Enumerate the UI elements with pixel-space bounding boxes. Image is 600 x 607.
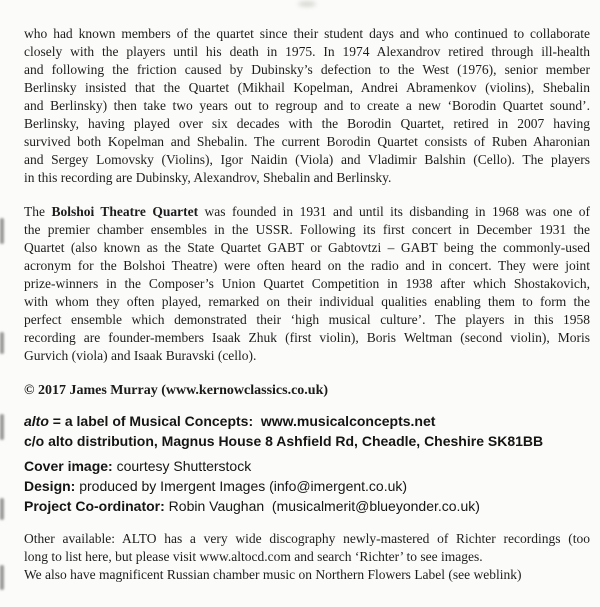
text-segment: closely with the players until his death in 1975. In 1974 Alexandrov retired through ill-health (24, 44, 590, 59)
text-segment: perfect ensemble which demonstrated their ‘high musical culture’. The players in this 1958 (24, 312, 590, 327)
text-line (24, 293, 590, 311)
text-line (24, 79, 590, 97)
scan-artifact (0, 565, 4, 590)
text-line (24, 203, 590, 221)
text-segment: Berlinsky insisted that the Quartet (Mikhail Kopelman, Andrei Abramenkov (violins), Shebalin (24, 80, 590, 95)
text-segment: survived both Kopelman and Shebalin. The current Borodin Quartet consists of Ruben Aharonian (24, 134, 590, 149)
text-segment: was founded in 1931 and until its disbanding in 1968 was one of (198, 204, 590, 219)
text-segment: Other available: ALTO has a very wide discography newly-mastered of Richter recordings (too (24, 531, 590, 546)
text-line (24, 25, 590, 43)
text-line (24, 169, 590, 187)
text-segment: Quartet (also known as the State Quartet GABT or Gabtovtzi – GABT being the commonly-used (24, 240, 590, 255)
text-line (24, 43, 590, 61)
text-segment: Bolshoi Theatre Quartet (51, 204, 199, 219)
text-segment: who had known members of the quartet since their student days and who continued to collaborate (24, 26, 590, 41)
text-segment: alto (24, 413, 49, 429)
text-segment: and following the friction caused by Dubinsky’s defection to the West (1976), senior member (24, 62, 590, 77)
text-line (24, 431, 590, 451)
text-line (24, 115, 590, 133)
text-segment: Gurvich (viola) and Isaak Buravski (cello). (24, 348, 257, 363)
borodin-paragraph (24, 25, 590, 187)
text-line (24, 221, 590, 239)
label-info (24, 411, 590, 451)
copyright-line: © 2017 James Murray (www.kernowclassics.co.uk) (24, 383, 329, 398)
text-segment: produced by Imergent Images (info@imergent.co.uk) (75, 478, 408, 494)
text-segment: recording are founder-members Isaak Zhuk (first violin), Boris Weltman (second violin), Moris (24, 330, 590, 345)
text-line (24, 566, 590, 584)
text-segment: c/o alto distribution, Magnus House 8 Ashfield Rd, Cheadle, Cheshire SK81BB (24, 433, 544, 449)
text-segment: Cover image: (24, 458, 113, 474)
text-line (24, 329, 590, 347)
text-segment: with whom they often played, remarked on their individual qualities enabling them to form the (24, 294, 590, 309)
text-segment: long to list here, but please visit www.altocd.com and search ‘Richter’ to see images. (24, 549, 483, 564)
text-line (24, 97, 590, 115)
text-line (24, 275, 590, 293)
text-segment: We also have magnificent Russian chamber music on Northern Flowers Label (see weblink) (24, 567, 522, 582)
text-segment: courtesy Shutterstock (112, 458, 252, 474)
text-line (24, 347, 590, 365)
scan-artifact (0, 498, 4, 520)
text-line (24, 456, 590, 476)
text-line (24, 133, 590, 151)
text-line (24, 151, 590, 169)
scan-artifact (0, 218, 4, 244)
text-segment: Berlinsky, having played over six decades with the Borodin Quartet, retired in 2007 having (24, 116, 590, 131)
text-line (24, 239, 590, 257)
text-segment: the premier chamber ensembles in the USSR. Following its first concert in December 1931 the (24, 222, 590, 237)
text-line (24, 476, 590, 496)
text-line (24, 411, 590, 431)
bolshoi-paragraph (24, 203, 590, 365)
text-segment: acronym for the Bolshoi Theatre) were often heard on the radio and in concert. They were joint (24, 258, 590, 273)
text-segment: in this recording are Dubinsky, Alexandrov, Shebalin and Berlinsky. (24, 170, 392, 185)
text-segment: Project Co-ordinator: (24, 498, 165, 514)
other-available-paragraph (24, 530, 590, 584)
text-segment: The (24, 204, 52, 219)
text-segment: prize-winners in the Composer’s Union Quartet Competition in 1938 after which Shostakovich, (24, 276, 590, 291)
text-line (24, 530, 590, 548)
scan-smudge (298, 1, 316, 7)
text-segment: Design: (24, 478, 76, 494)
text-segment: and Berlinsky) then take two years out to regroup and to create a new ‘Borodin Quartet sound’. (24, 98, 590, 113)
text-line (24, 61, 590, 79)
text-line (24, 311, 590, 329)
credits-block (24, 456, 590, 516)
text-line (24, 548, 590, 566)
text-segment: = a label of Musical Concepts: www.musicalconcepts.net (48, 413, 436, 429)
scan-artifact (0, 332, 4, 354)
text-line (24, 496, 590, 516)
text-line (24, 257, 590, 275)
scan-artifact (0, 414, 4, 440)
text-segment: and Sergey Lomovsky (Violins), Igor Naidin (Viola) and Vladimir Balshin (Cello). The players (24, 152, 590, 167)
text-segment: Robin Vaughan (musicalmerit@blueyonder.co.uk) (164, 498, 480, 514)
